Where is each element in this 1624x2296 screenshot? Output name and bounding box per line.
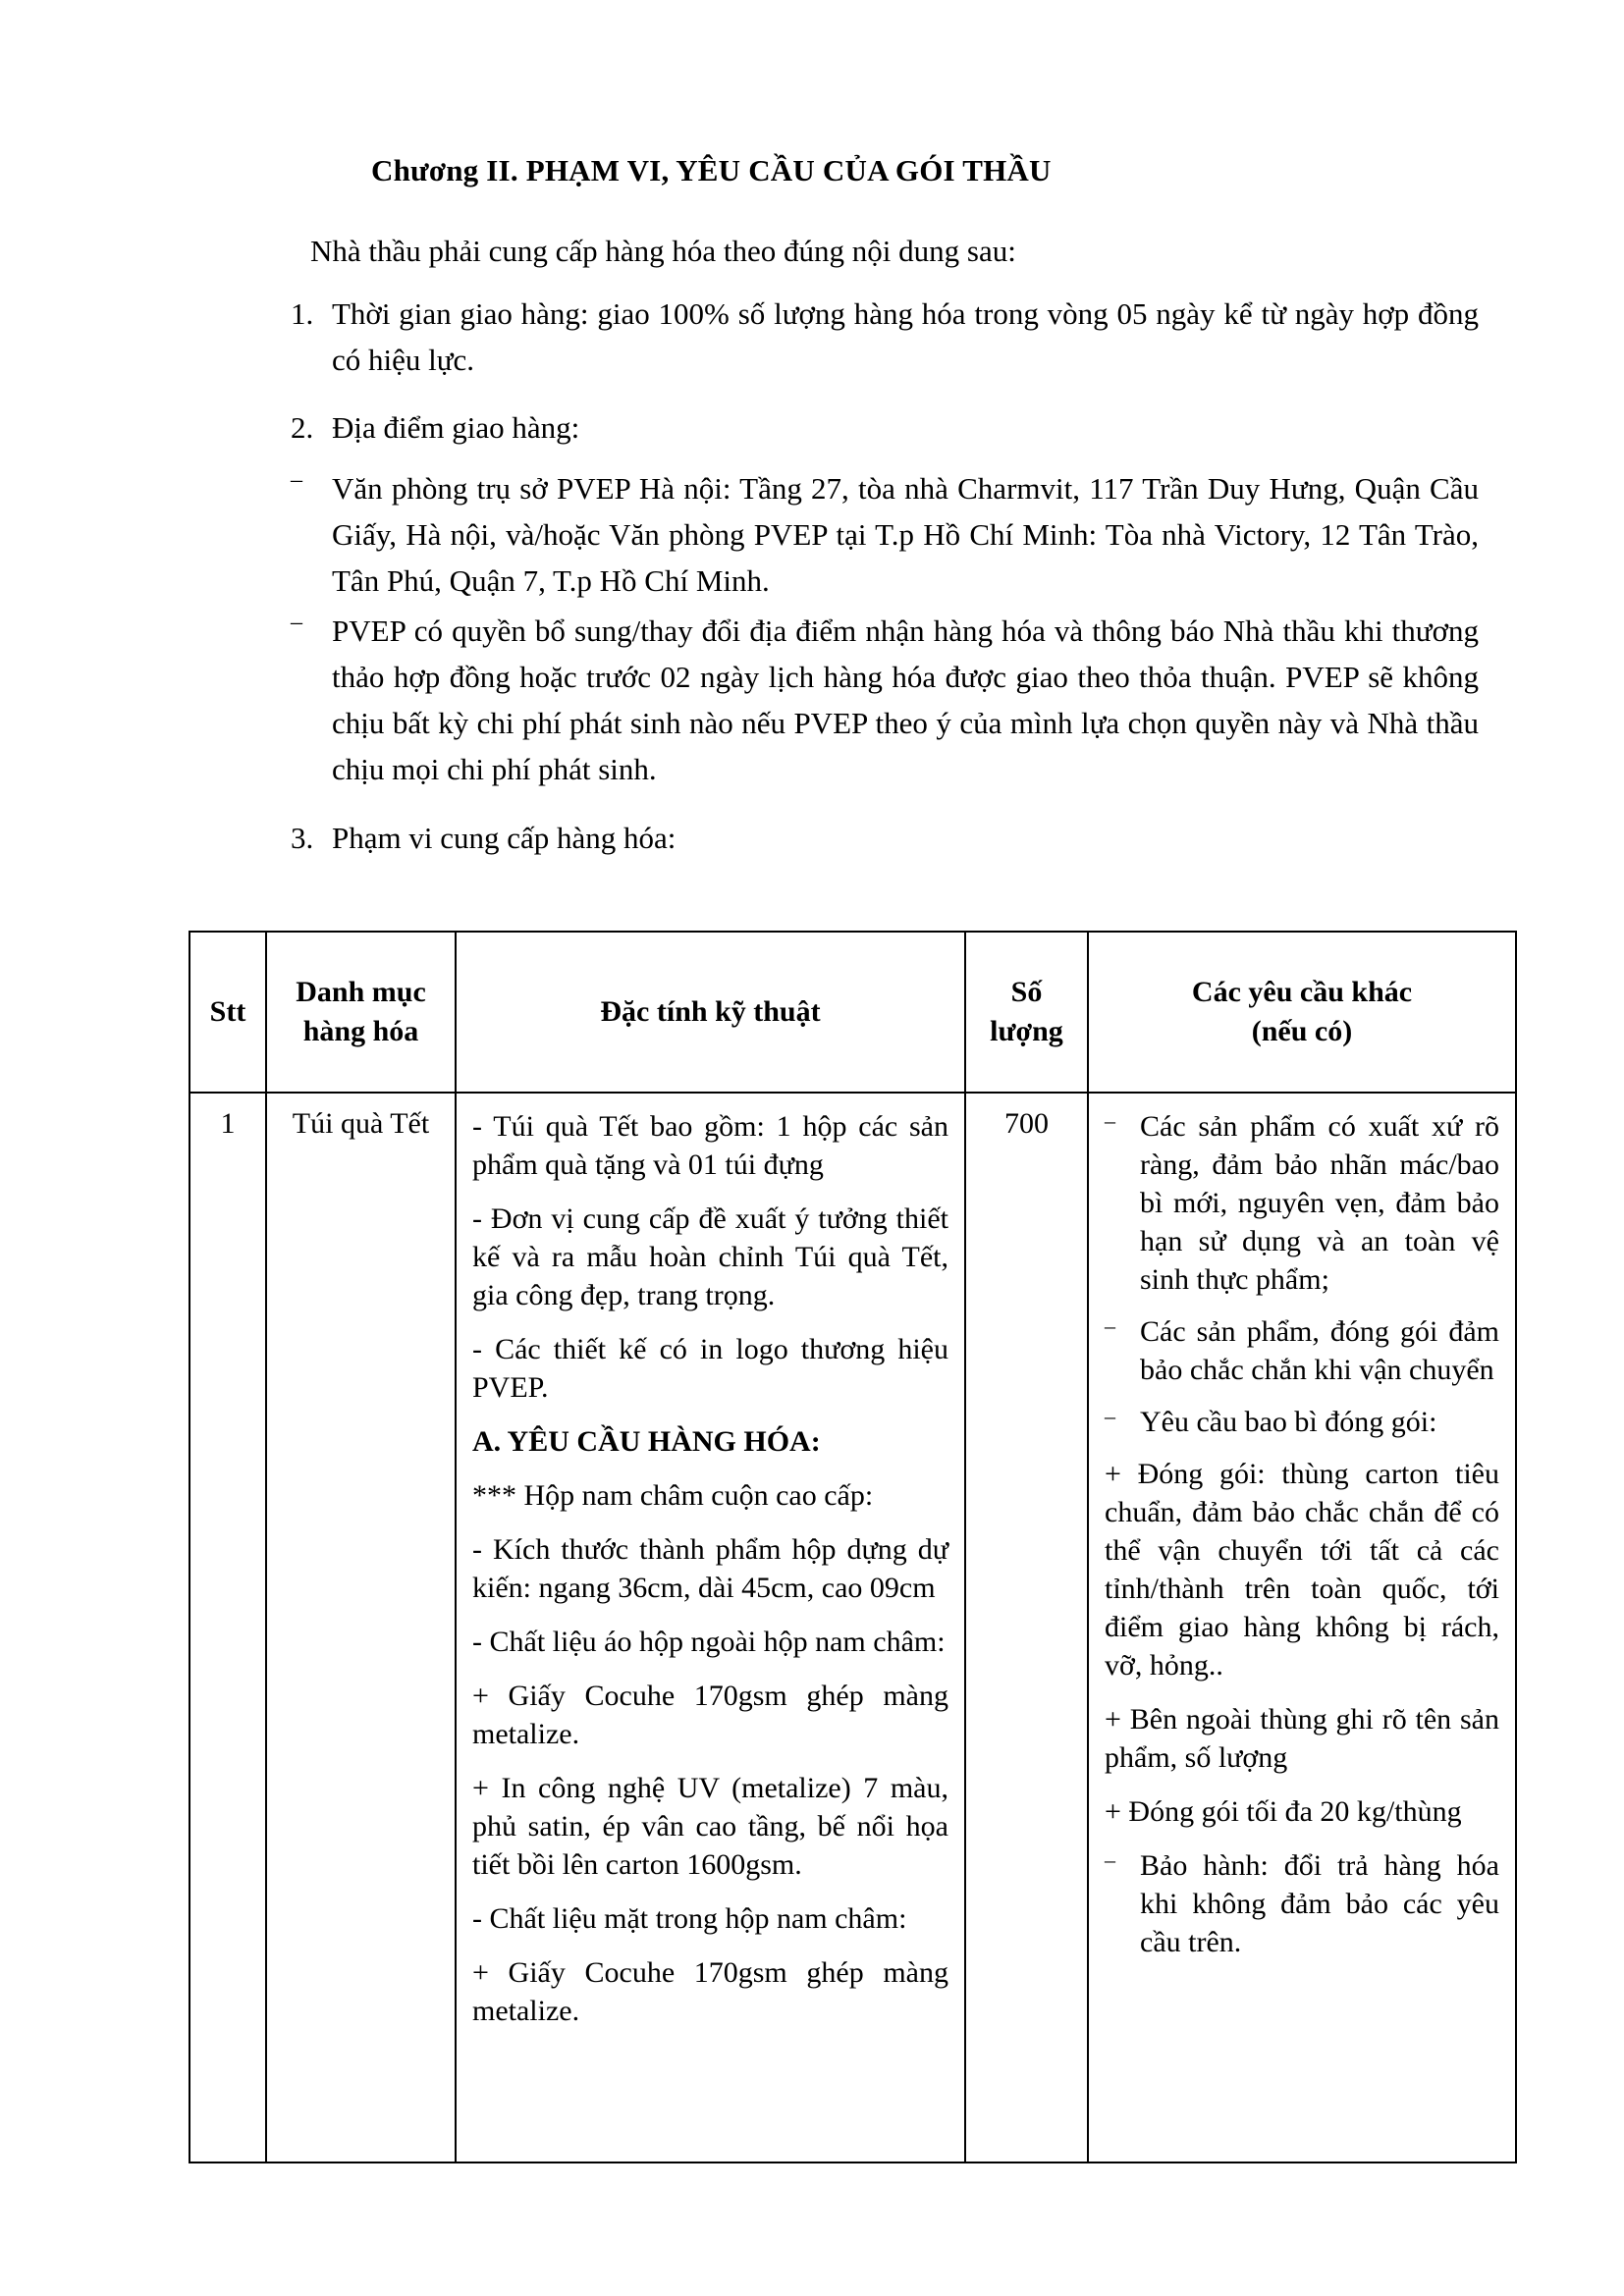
- header-spec: Đặc tính kỹ thuật: [456, 932, 965, 1093]
- dash-bullet: –: [291, 467, 302, 493]
- requirement-item: [1105, 1107, 1499, 1299]
- item-number: 2.: [291, 410, 314, 445]
- table-header-row: [189, 932, 1516, 1093]
- header-quantity-line1: Số: [1010, 976, 1043, 1008]
- header-quantity-line2: lượng: [990, 1015, 1063, 1047]
- header-other-line1: Các yêu cầu khác: [1191, 976, 1413, 1008]
- chapter-title: Chương II. PHẠM VI, YÊU CẦU CỦA GÓI THẦU: [371, 153, 1052, 187]
- item-text: Phạm vi cung cấp hàng hóa:: [332, 821, 677, 855]
- header-other-requirements: [1088, 932, 1516, 1093]
- spec-line: + In công nghệ UV (metalize) 7 màu, phủ satin, ép vân cao tầng, bế nổi họa tiết bồi lên carton 1600gsm.: [472, 1772, 948, 1881]
- spec-line: + Giấy Cocuhe 170gsm ghép màng metalize.: [472, 1680, 948, 1750]
- item-number: 3.: [291, 821, 314, 855]
- spec-line: - Túi quà Tết bao gồm: 1 hộp các sản phẩm quà tặng và 01 túi đựng: [472, 1110, 948, 1181]
- spec-line: + Giấy Cocuhe 170gsm ghép màng metalize.: [472, 1956, 948, 2027]
- supply-scope-table: [189, 931, 1517, 2163]
- cell-other-requirements: [1088, 1093, 1516, 2163]
- dash-bullet: –: [1105, 1313, 1115, 1338]
- spec-section-heading: A. YÊU CẦU HÀNG HÓA:: [472, 1425, 821, 1458]
- table-row: [189, 1093, 1516, 2163]
- spec-line: - Kích thước thành phẩm hộp dựng dự kiến: ngang 36cm, dài 45cm, cao 09cm: [472, 1533, 948, 1604]
- delivery-point-rights: [291, 608, 1479, 792]
- delivery-point-text: PVEP có quyền bổ sung/thay đổi địa điểm nhận hàng hóa và thông báo Nhà thầu khi thương thảo hợp đồng hoặc trước 02 ngày lịch hàng hóa được giao theo thỏa thuận. PVEP sẽ không chịu bất kỳ chi phí phát sinh nào nếu PVEP theo ý của mình lựa chọn quyền này và Nhà thầu chịu mọi chi phí phát sinh.: [332, 614, 1479, 786]
- header-category-line1: Danh mục: [296, 976, 426, 1008]
- requirement-text: Bảo hành: đổi trả hàng hóa khi không đảm bảo các yêu cầu trên.: [1140, 1849, 1499, 1958]
- packaging-detail: + Đóng gói: thùng carton tiêu chuẩn, đảm bảo chắc chắn để có thể vận chuyển tới tất cả các tỉnh/thành trên toàn quốc, tới điểm giao hàng không bị rách, vỡ, hỏng..: [1105, 1458, 1499, 1682]
- cell-quantity: 700: [965, 1093, 1088, 2163]
- header-category: [266, 932, 456, 1093]
- item-number: 1.: [291, 296, 314, 331]
- header-stt: Stt: [189, 932, 266, 1093]
- header-category-line2: hàng hóa: [302, 1015, 419, 1047]
- requirement-text: Yêu cầu bao bì đóng gói:: [1140, 1406, 1437, 1438]
- item-delivery-place: [291, 404, 1479, 451]
- dash-bullet: –: [1105, 1847, 1115, 1872]
- header-other-line2: (nếu có): [1251, 1015, 1353, 1047]
- cell-category: Túi quà Tết: [266, 1093, 456, 2163]
- packaging-detail: + Bên ngoài thùng ghi rõ tên sản phẩm, số lượng: [1105, 1703, 1499, 1774]
- spec-line: - Các thiết kế có in logo thương hiệu PVEP.: [472, 1333, 948, 1404]
- requirement-item: [1105, 1846, 1499, 1961]
- requirement-text: Các sản phẩm, đóng gói đảm bảo chắc chắn khi vận chuyển: [1140, 1315, 1499, 1386]
- spec-line: - Chất liệu áo hộp ngoài hộp nam châm:: [472, 1626, 946, 1658]
- delivery-point-office: [291, 465, 1479, 604]
- packaging-detail: + Đóng gói tối đa 20 kg/thùng: [1105, 1795, 1462, 1828]
- intro-text: Nhà thầu phải cung cấp hàng hóa theo đúng nội dung sau:: [310, 234, 1016, 268]
- item-text: Địa điểm giao hàng:: [332, 410, 580, 445]
- spec-line: - Chất liệu mặt trong hộp nam châm:: [472, 1902, 907, 1935]
- requirement-text: Các sản phẩm có xuất xứ rõ ràng, đảm bảo nhãn mác/bao bì mới, nguyên vẹn, đảm bảo hạn sử dụng và an toàn vệ sinh thực phẩm;: [1140, 1110, 1499, 1296]
- dash-bullet: –: [1105, 1108, 1115, 1133]
- item-supply-scope: [291, 815, 1479, 861]
- spec-line: - Đơn vị cung cấp đề xuất ý tưởng thiết kế và ra mẫu hoàn chỉnh Túi quà Tết, gia công đẹp, trang trọng.: [472, 1202, 948, 1311]
- delivery-point-text: Văn phòng trụ sở PVEP Hà nội: Tầng 27, tòa nhà Charmvit, 117 Trần Duy Hưng, Quận Cầu Giấy, Hà nội, và/hoặc Văn phòng PVEP tại T.p Hồ Chí Minh: Tòa nhà Victory, 12 Tân Trào, Tân Phú, Quận 7, T.p Hồ Chí Minh.: [332, 471, 1479, 598]
- item-delivery-time: [291, 291, 1479, 383]
- header-quantity: [965, 932, 1088, 1093]
- spec-line: *** Hộp nam châm cuộn cao cấp:: [472, 1479, 874, 1512]
- item-text: Thời gian giao hàng: giao 100% số lượng hàng hóa trong vòng 05 ngày kể từ ngày hợp đồng có hiệu lực.: [332, 296, 1479, 377]
- requirement-item: [1105, 1403, 1499, 1441]
- dash-bullet: –: [291, 610, 302, 635]
- cell-stt: 1: [189, 1093, 266, 2163]
- dash-bullet: –: [1105, 1404, 1115, 1428]
- cell-spec: [456, 1093, 965, 2163]
- requirement-item: [1105, 1312, 1499, 1389]
